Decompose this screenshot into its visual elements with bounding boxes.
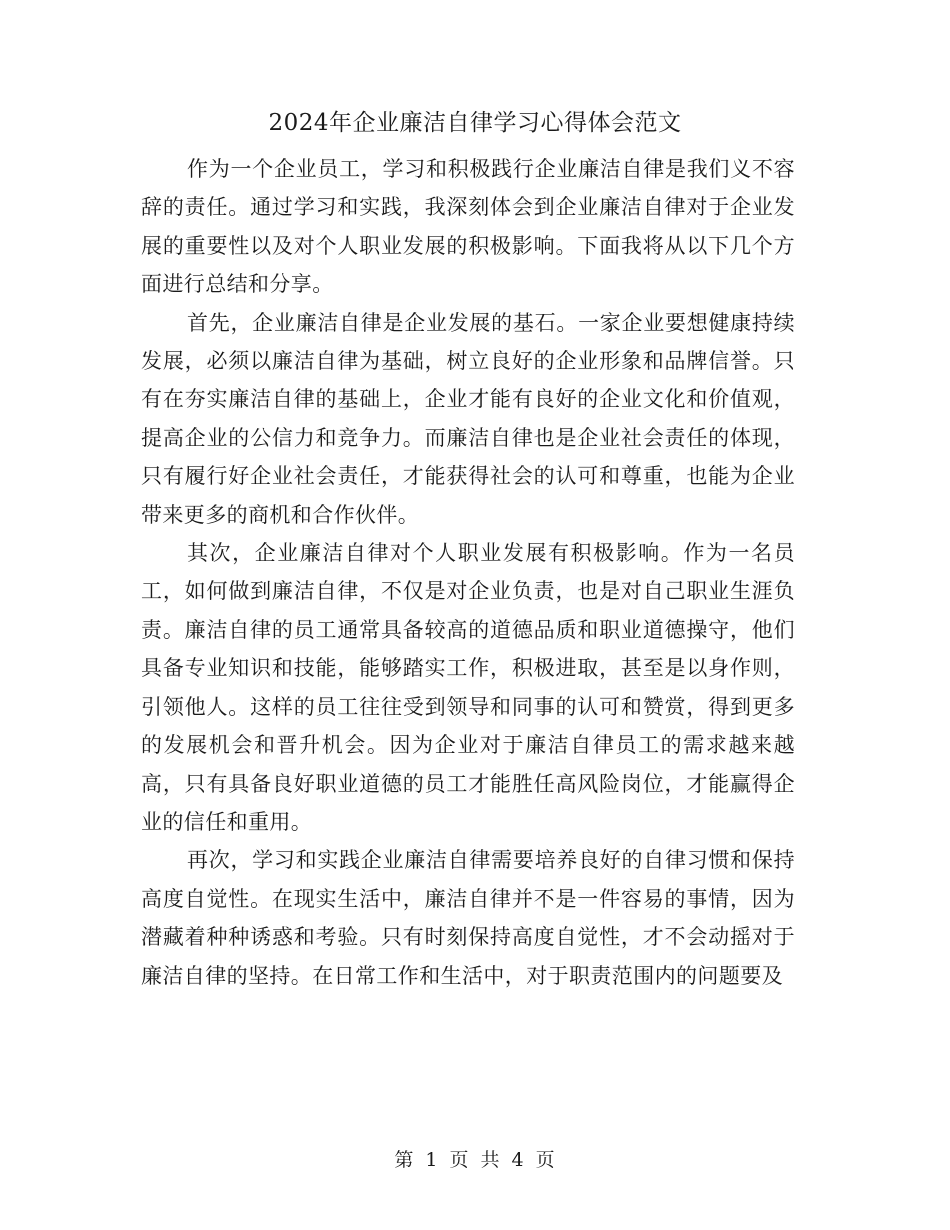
page-number-footer: 第 1 页 共 4 页	[394, 1149, 556, 1171]
paragraph-1: 作为一个企业员工，学习和积极践行企业廉洁自律是我们义不容辞的责任。通过学习和实践，我深刻体会到企业廉洁自律对于企业发展的重要性以及对个人职业发展的积极影响。下面我将从以下几个方面进行总结和分享。	[141, 157, 795, 297]
paragraph-4: 再次，学习和实践企业廉洁自律需要培养良好的自律习惯和保持高度自觉性。在现实生活中，廉洁自律并不是一件容易的事情，因为潜藏着种种诱惑和考验。只有时刻保持高度自觉性，才不会动摇对于廉洁自律的坚持。在日常工作和生活中，对于职责范围内的问题要及	[141, 848, 795, 988]
paragraph-2: 首先，企业廉洁自律是企业发展的基石。一家企业要想健康持续发展，必须以廉洁自律为基础，树立良好的企业形象和品牌信誉。只有在夯实廉洁自律的基础上，企业才能有良好的企业文化和价值观，提高企业的公信力和竞争力。而廉洁自律也是企业社会责任的体现，只有履行好企业社会责任，才能获得社会的认可和尊重，也能为企业带来更多的商机和合作伙伴。	[141, 310, 795, 527]
document-body	[141, 150, 795, 995]
document-title: 2024年企业廉洁自律学习心得体会范文	[268, 110, 682, 136]
paragraph-3: 其次，企业廉洁自律对个人职业发展有积极影响。作为一名员工，如何做到廉洁自律，不仅是对企业负责，也是对自己职业生涯负责。廉洁自律的员工通常具备较高的道德品质和职业道德操守，他们具备专业知识和技能，能够踏实工作，积极进取，甚至是以身作则，引领他人。这样的员工往往受到领导和同事的认可和赞赏，得到更多的发展机会和晋升机会。因为企业对于廉洁自律员工的需求越来越高，只有具备良好职业道德的员工才能胜任高风险岗位，才能赢得企业的信任和重用。	[141, 541, 795, 834]
